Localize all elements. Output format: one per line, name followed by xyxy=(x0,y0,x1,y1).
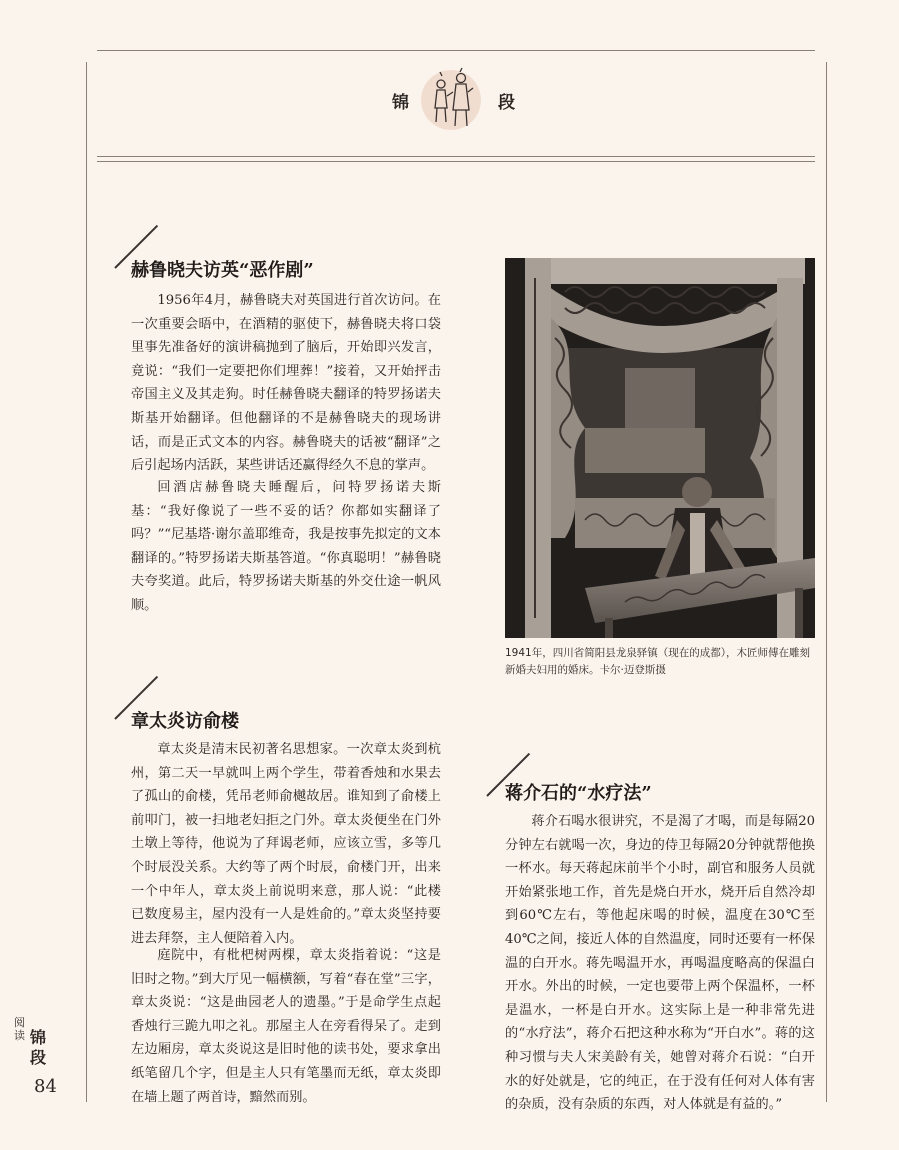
carving-photo xyxy=(505,258,815,638)
photo-caption: 1941年，四川省简阳县龙泉驿镇（现在的成都），木匠师傅在雕刻新婚夫妇用的婚床。卡尔·迈登斯摄 xyxy=(505,647,810,676)
header-rule-top xyxy=(97,156,815,157)
top-rule xyxy=(97,50,815,51)
section-2-paragraph-1: 章太炎是清末民初著名思想家。一次章太炎到杭州，第二天一早就叫上两个学生，带着香烛和水果去了孤山的俞楼，凭吊老师俞樾故居。谁知到了俞楼上前叩门，被一扫地老妇拒之门外。章太炎便坐在门外土墩上等待，他说为了拜谒老师，应该立雪，多等几个时辰没关系。大约等了两个时辰，俞楼门开，出来一个中年人，章太炎上前说明来意，那人说：“此楼已数度易主，屋内没有一人是姓俞的。”章太炎坚持要进去拜祭，主人便陪着入内。 xyxy=(131,742,441,946)
section-2-title: 章太炎访俞楼 xyxy=(131,711,239,732)
figures-illustration-icon xyxy=(420,64,482,134)
column-label: 阅读 xyxy=(14,1016,25,1042)
header-left-char: 锦 xyxy=(392,93,409,113)
section-1-paragraph-1: 1956年4月，赫鲁晓夫对英国进行首次访问。在一次重要会晤中，在酒精的驱使下，赫鲁晓夫将口袋里事先准备好的演讲稿抛到了脑后，开始即兴发言，竟说：“我们一定要把你们埋葬！”接着，又开始抨击帝国主义及其走狗。时任赫鲁晓夫翻译的特罗扬诺夫斯基开始翻译。但他翻译的不是赫鲁晓夫的现场讲话，而是正式文本的内容。赫鲁晓夫的话被“翻译”之后引起场内活跃，某些讲话还赢得经久不息的掌声。 xyxy=(131,293,441,474)
column-name: 锦段 xyxy=(30,1028,47,1067)
section-2-paragraph-2: 庭院中，有枇杷树两棵，章太炎指着说：“这是旧时之物。”到大厅见一幅横额，写着“春在堂”三字，章太炎说：“这是曲园老人的遗墨。”于是命学生点起香烛行三跪九叩之礼。那屋主人在旁看得呆了。走到左边厢房，章太炎说这是旧时他的读书处，要求拿出纸笔留几个字，但是主人只有笔墨而无纸，章太炎即在墙上题了两首诗，黯然而别。 xyxy=(131,948,441,1105)
section-3-paragraph-1: 蒋介石喝水很讲究，不是渴了才喝，而是每隔20分钟左右就喝一次，身边的侍卫每隔20分钟就帮他换一杯水。每天蒋起床前半个小时，副官和服务人员就开始紧张地工作，首先是烧白开水，烧开后自然冷却到60℃左右，等他起床喝的时候，温度在30℃至40℃之间，接近人体的自然温度，同时还要有一杯保温的白开水。蒋先喝温开水，再喝温度略高的保温白开水。外出的时候，一定也要带上两个保温杯，一杯是温水，一杯是白开水。这实际上是一种非常先进的“水疗法”，蒋介石把这种水称为“开白水”。蒋的这种习惯与夫人宋美龄有关，她曾对蒋介石说：“白开水的好处就是，它的纯正，在于没有任何对人体有害的杂质，没有杂质的东西，对人体就是有益的。” xyxy=(505,814,815,1113)
right-rule xyxy=(826,62,827,1102)
page-number: 84 xyxy=(34,1076,57,1097)
section-3-title: 蒋介石的“水疗法” xyxy=(505,783,652,804)
header-right-char: 段 xyxy=(498,93,515,113)
left-rule xyxy=(86,62,87,1102)
section-1-paragraph-2: 回酒店赫鲁晓夫睡醒后，问特罗扬诺夫斯基：“我好像说了一些不妥的话？你都如实翻译了吗？”“尼基塔·谢尔盖耶维奇，我是按事先拟定的文本翻译的。”特罗扬诺夫斯基答道。“你真聪明！”赫鲁晓夫夸奖道。此后，特罗扬诺夫斯基的外交仕途一帆风顺。 xyxy=(131,480,441,613)
header-rule-bottom xyxy=(97,161,815,162)
section-1-title: 赫鲁晓夫访英“恶作剧” xyxy=(131,260,314,281)
